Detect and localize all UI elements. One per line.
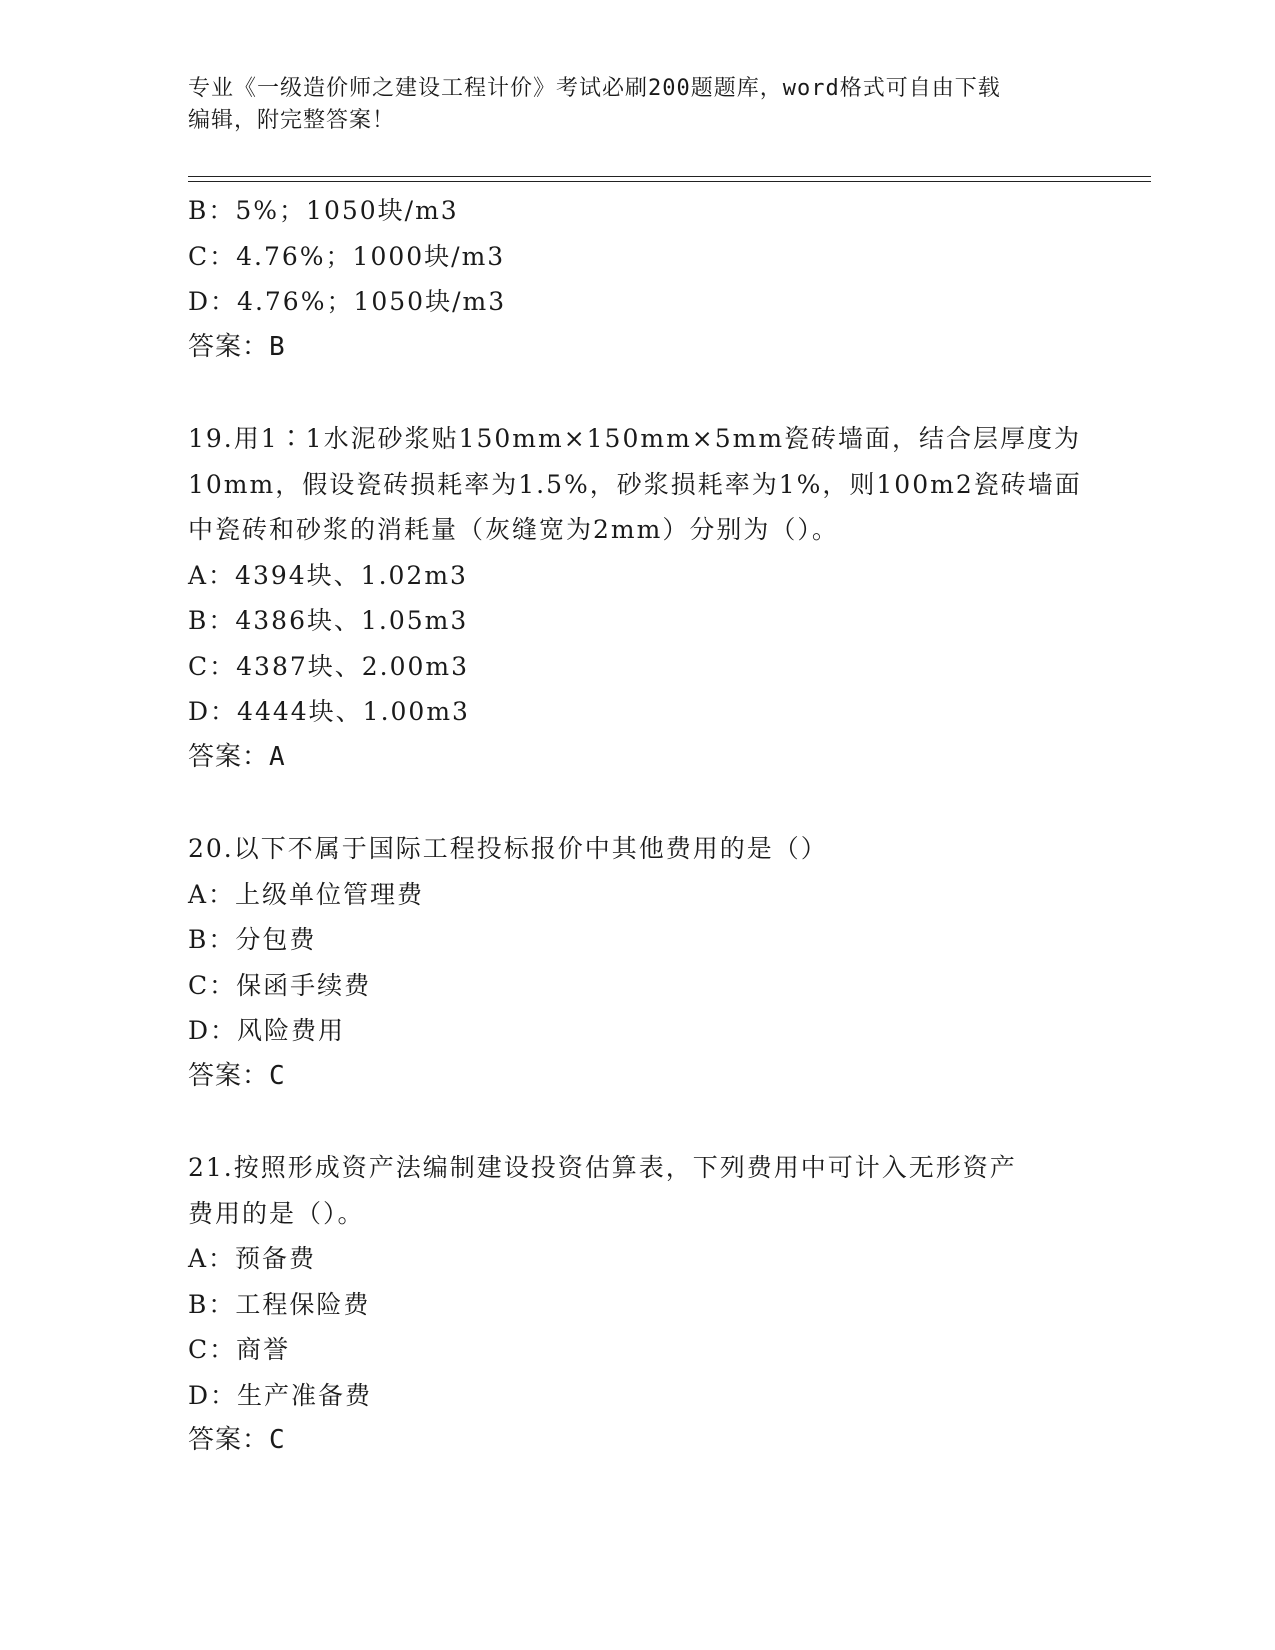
header-divider-bottom xyxy=(188,181,1151,182)
option-c: C：4387块、2.00m3 xyxy=(188,651,470,681)
question-21 xyxy=(188,1145,1088,1464)
header-divider-top xyxy=(188,176,1151,177)
option-c: C：4.76%；1000块/m3 xyxy=(188,241,506,271)
option-d: D：生产准备费 xyxy=(188,1380,373,1410)
answer-line: 答案：B xyxy=(188,331,286,362)
option-b: B：工程保险费 xyxy=(188,1289,371,1319)
question-stem-line: 21.按照形成资产法编制建设投资估算表，下列费用中可计入无形资产 xyxy=(188,1153,1017,1182)
spacer xyxy=(188,370,1088,416)
option-a: A：预备费 xyxy=(188,1244,317,1273)
question-stem-line: 20.以下不属于国际工程投标报价中其他费用的是（） xyxy=(188,834,828,863)
answer-line: 答案：C xyxy=(188,1060,286,1091)
question-stem-line: 费用的是（）。 xyxy=(188,1198,365,1228)
option-b: B：5%；1050块/m3 xyxy=(188,196,459,225)
question-19 xyxy=(188,416,1088,780)
option-a: A：上级单位管理费 xyxy=(188,879,425,909)
option-b: B：4386块、1.05m3 xyxy=(188,606,469,635)
question-18-continued xyxy=(188,188,1088,370)
option-d: D：4444块、1.00m3 xyxy=(188,697,470,726)
option-b: B：分包费 xyxy=(188,925,317,954)
spacer xyxy=(188,780,1088,826)
option-d: D：4.76%；1050块/m3 xyxy=(188,287,507,316)
document-header xyxy=(188,73,1088,137)
question-stem-line: 10mm，假设瓷砖损耗率为1.5%，砂浆损耗率为1%，则100m2瓷砖墙面 xyxy=(188,469,1082,499)
header-line-2: 编辑，附完整答案！ xyxy=(188,108,396,133)
question-stem-line: 19.用1∶1水泥砂浆贴150mm×150mm×5mm瓷砖墙面，结合层厚度为 xyxy=(188,424,1082,453)
spacer xyxy=(188,1099,1088,1145)
question-stem-line: 中瓷砖和砂浆的消耗量（灰缝宽为2mm）分别为（）。 xyxy=(188,515,839,544)
header-line-1: 专业《一级造价师之建设工程计价》考试必刷200题题库，word格式可自由下载 xyxy=(188,76,1001,101)
answer-line: 答案：A xyxy=(188,741,286,772)
question-list xyxy=(188,188,1088,1464)
answer-line: 答案：C xyxy=(188,1425,286,1455)
option-d: D：风险费用 xyxy=(188,1016,346,1045)
option-c: C：商誉 xyxy=(188,1335,291,1364)
option-c: C：保函手续费 xyxy=(188,970,372,1000)
question-20 xyxy=(188,826,1088,1099)
option-a: A：4394块、1.02m3 xyxy=(188,560,468,590)
